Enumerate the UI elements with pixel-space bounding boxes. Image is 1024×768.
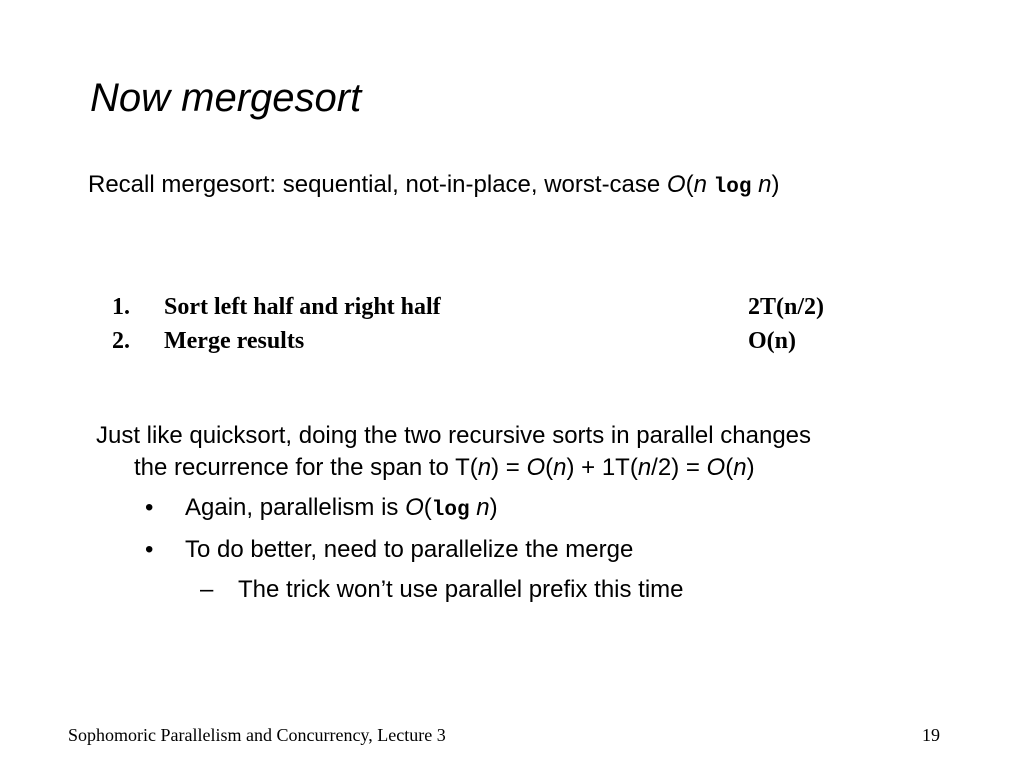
var-n: n	[758, 171, 772, 198]
bullet-text: To do better, need to parallelize the merge	[185, 536, 634, 563]
slide-title: Now mergesort	[90, 76, 362, 120]
bullet-marker: •	[145, 494, 154, 521]
log-code: log	[431, 499, 470, 522]
text-segment: Again, parallelism is	[185, 494, 406, 521]
recall-text: Recall mergesort: sequential, not-in-place, worst-case	[88, 171, 667, 198]
page-number: 19	[922, 725, 940, 745]
big-o: O	[666, 171, 686, 198]
step-item	[112, 290, 872, 324]
var-n: n	[733, 454, 747, 481]
step-label: Sort left half and right half	[164, 294, 441, 320]
log-code: log	[713, 176, 752, 199]
recurrence-paragraph	[96, 420, 976, 484]
steps-list	[112, 290, 872, 358]
text-segment: the recurrence for the span to T(	[134, 454, 478, 481]
paren-close: )	[771, 171, 780, 198]
sub-bullet-text: The trick won’t use parallel prefix this time	[238, 576, 684, 603]
paragraph-line-1: Just like quicksort, doing the two recursive sorts in parallel changes	[96, 422, 812, 449]
paren-open: (	[423, 494, 432, 521]
paren-close: )	[489, 494, 498, 521]
recall-line	[88, 170, 779, 203]
var-n: n	[637, 454, 652, 481]
text-segment: )	[746, 454, 755, 481]
paren-open: (	[685, 171, 694, 198]
big-o: O	[405, 494, 424, 521]
bullet-text	[185, 492, 498, 527]
var-n: n	[693, 171, 707, 198]
var-n: n	[553, 454, 567, 481]
var-n: n	[476, 494, 490, 521]
text-segment: ) =	[491, 454, 527, 481]
step-number: 2.	[112, 328, 130, 354]
step-item	[112, 324, 872, 358]
slide-footer	[68, 723, 940, 747]
text-segment: (	[725, 454, 734, 481]
sub-bullet-marker: –	[200, 576, 214, 603]
text-segment: ) + 1T(	[566, 454, 638, 481]
step-label: Merge results	[164, 328, 305, 354]
bullet-marker: •	[145, 536, 154, 563]
footer-course-title: Sophomoric Parallelism and Concurrency, Lecture 3	[68, 725, 446, 745]
step-number: 1.	[112, 294, 130, 320]
paragraph-line-2	[96, 452, 976, 484]
big-o: O	[706, 454, 726, 481]
var-n: n	[477, 454, 492, 481]
big-o: O	[526, 454, 546, 481]
text-segment: /2) =	[651, 454, 707, 481]
text-segment: (	[545, 454, 554, 481]
step-cost: 2T(n/2)	[748, 294, 825, 320]
step-cost: O(n)	[748, 328, 796, 354]
